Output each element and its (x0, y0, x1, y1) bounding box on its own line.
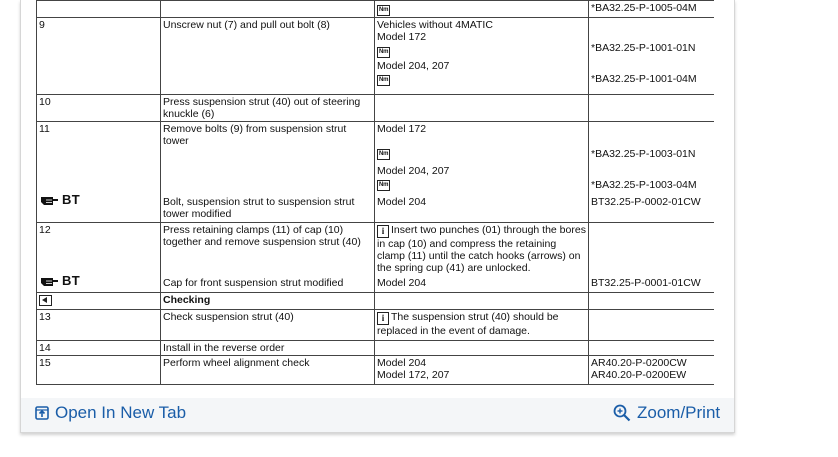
info-icon: i (377, 312, 389, 325)
info-text: Model 204, 207 (377, 165, 450, 177)
step-action: Install in the reverse order (161, 341, 375, 356)
table-row (37, 18, 715, 95)
reference-code: AR40.20-P-0200CW (591, 357, 687, 369)
torque-icon: Nm (377, 180, 390, 191)
bt-reference: BT32.25-P-0001-01CW (591, 277, 701, 289)
bt-action: Cap for front suspension strut modified (163, 277, 344, 289)
step-number: 11 (39, 123, 50, 135)
note-text: The suspension strut (40) should be replaced in the event of damage. (377, 311, 559, 337)
step-number: 12 (39, 224, 51, 236)
step-number: 15 (37, 356, 161, 385)
zoom-icon (613, 404, 631, 422)
table-row (37, 310, 715, 341)
step-number: 9 (37, 18, 161, 95)
section-heading: Checking (161, 293, 375, 310)
bt-reference: BT32.25-P-0002-01CW (591, 196, 701, 208)
bt-marker: BT (40, 275, 80, 287)
table-row (37, 341, 715, 356)
reference-code: *BA32.25-P-1001-04M (591, 73, 697, 85)
info-text: Model 204 (377, 357, 427, 369)
reference-code: AR40.20-P-0200EW (591, 369, 687, 381)
info-text: Model 172, 207 (377, 369, 450, 381)
step-action: Unscrew nut (7) and pull out bolt (8) (161, 18, 375, 95)
document-card (20, 0, 735, 433)
reference-code: *BA32.25-P-1003-01N (591, 148, 696, 160)
info-text: Vehicles without 4MATIC (377, 19, 493, 31)
viewer-footer (21, 398, 734, 432)
reference-code: *BA32.25-P-1005-04M (591, 2, 697, 14)
torque-icon: Nm (377, 5, 390, 16)
step-action: Press suspension strut (40) out of steering knuckle (6) (161, 95, 375, 122)
bt-info: Model 204 (377, 277, 427, 289)
procedure-document (36, 0, 714, 385)
table-row (37, 95, 715, 122)
reference-code: *BA32.25-P-1001-01N (591, 42, 696, 54)
pointing-hand-icon (40, 195, 60, 206)
open-in-new-tab-link[interactable]: Open In New Tab (35, 403, 186, 423)
step-number: 10 (37, 95, 161, 122)
bt-info: Model 204 (377, 196, 427, 208)
open-new-tab-icon (35, 406, 49, 420)
bt-action: Bolt, suspension strut to suspension strut tower modified (163, 196, 355, 220)
info-text: Model 172 (377, 31, 427, 43)
back-arrow-icon (39, 295, 52, 306)
pointing-hand-icon (40, 276, 60, 287)
torque-icon: Nm (377, 149, 390, 160)
table-row (37, 293, 715, 310)
info-text: Model 204, 207 (377, 60, 450, 72)
procedure-table (36, 0, 714, 385)
step-number: 13 (37, 310, 161, 341)
bt-marker: BT (40, 194, 80, 206)
step-action: Check suspension strut (40) (161, 310, 375, 341)
zoom-print-link[interactable]: Zoom/Print (613, 403, 720, 423)
step-action: Remove bolts (9) from suspension strut tower (163, 123, 347, 147)
table-row (37, 223, 715, 293)
table-row (37, 1, 715, 18)
step-action: Perform wheel alignment check (161, 356, 375, 385)
info-icon: i (377, 225, 389, 238)
reference-code: *BA32.25-P-1003-04M (591, 179, 697, 191)
note-text: Insert two punches (01) through the bores in cap (10) and compress the retaining clamp (11) until the catch hooks (arrows) on the spring cup (41) are unlocked. (377, 224, 586, 274)
table-row (37, 356, 715, 385)
step-action: Press retaining clamps (11) of cap (10) together and remove suspension strut (40) (163, 224, 361, 248)
info-text: Model 172 (377, 123, 427, 135)
table-row (37, 122, 715, 223)
torque-icon: Nm (377, 75, 390, 86)
torque-icon: Nm (377, 47, 390, 58)
step-number: 14 (37, 341, 161, 356)
